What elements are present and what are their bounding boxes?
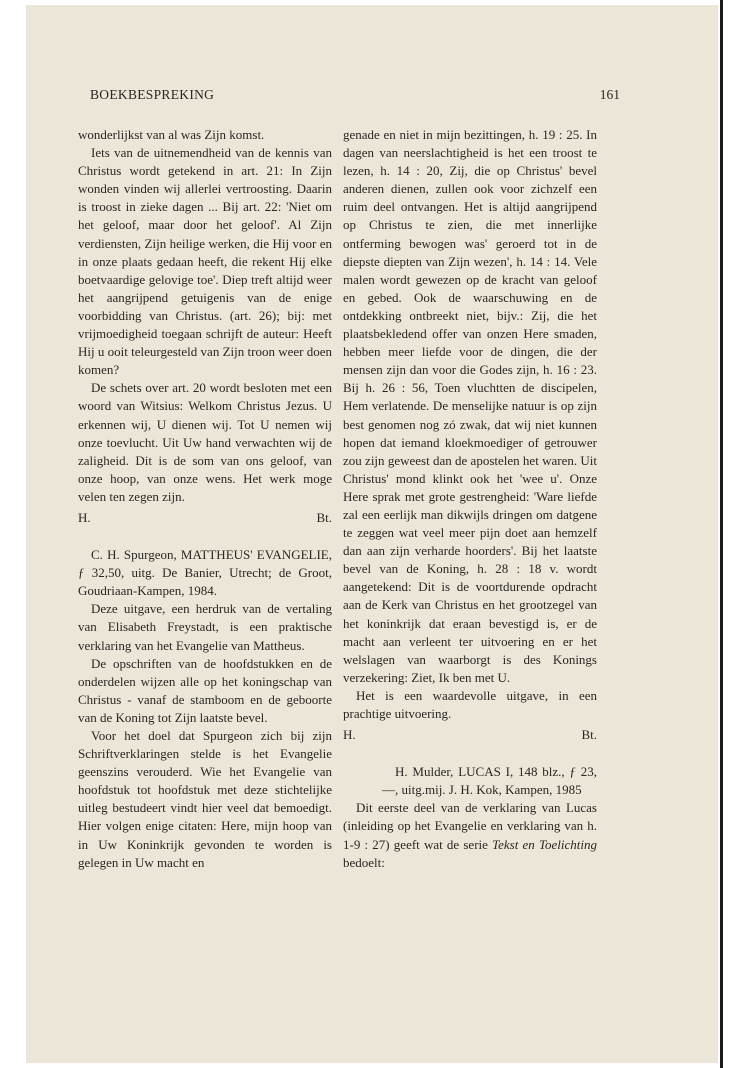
review-heading: H. Mulder, LUCAS I, 148 blz., ƒ 23,—, uitg.mij. J. H. Kok, Kampen, 1985	[382, 764, 597, 798]
left-column	[78, 126, 332, 872]
signature-abbrev: Bt.	[581, 727, 597, 743]
paragraph-text: Dit eerste deel van de verklaring van Lucas (inleiding op het Evangelie en verklaring van h. 1-9 : 27) geeft wat de serie	[343, 800, 597, 852]
paragraph: Het is een waardevolle uitgave, in een prachtige uitvoering.	[343, 687, 597, 721]
signature-initial: H.	[78, 509, 91, 525]
paragraph	[343, 799, 597, 871]
paragraph: genade en niet in mijn bezittingen, h. 19 : 25. In dagen van neerslachtigheid is het een troost te lezen, h. 14 : 20, Zij, die op Christus' bevel anderen dienen, zullen ook voor zichzelf een ruim deel ontvangen. Het is altijd aangrijpend op Christus te zien, die met innerlijke ontferming bewogen was' geroerd tot in de diepste diepten van Zijn wezen', h. 14 : 14. Vele malen wordt gewezen op de kracht van geloof en gebed. Ook de waarschuwing en de ontdekking ontbreekt niet, bijv.: Zij, die het plaatsbekledend offer van onzen Here smaden, hebben meer liefde voor de dingen, die der mensen zijn dan voor die Godes zijn, h. 16 : 23. Bij h. 26 : 56, Toen vluchtten de discipelen, Hem verlatende. De menselijke natuur is op zijn best genomen nog zó zwak, dat wij niet kunnen hopen dat iemand kloekmoediger of getrouwer zou zijn geweest dan de apostelen het waren. Uit Christus' mond klinkt ook het 'wee u'. Onze Here sprak met grote gestrengheid: 'Ware liefde zal een eerlijk man dikwijls dringen om datgene te zeggen wat veel meer pijn doet aan hemzelf dan aan zijn verharde hoorders'. Bij het laatste bevel van de Koning, h. 28 : 18 v. wordt aangetekend: Dit is de voortdurende opdracht aan de Kerk van Christus en het grootzegel van het koninkrijk dat eraan bevestigd is, er de macht aan verleent ter uitvoering en er het welslagen van waarborgt is des Konings verzekering: Ziet, Ik ben met U.	[343, 127, 597, 685]
signature-abbrev: Bt.	[316, 509, 332, 525]
signature-line	[343, 726, 597, 744]
paragraph: De opschriften van de hoofdstukken en de onderdelen wijzen alle op het koningschap van Christus - vanaf de stamboom en de geboorte van de Koning tot Zijn laatste bevel.	[78, 655, 332, 725]
paragraph: wonderlijkst van al was Zijn komst.	[78, 127, 265, 142]
review-heading: C. H. Spurgeon, MATTHEUS' EVANGELIE, ƒ 32,50, uitg. De Banier, Utrecht; de Groot, Goudriaan-Kampen, 1984.	[78, 547, 332, 599]
signature-line	[78, 509, 332, 527]
running-header: BOEKBESPREKING	[90, 87, 215, 102]
paragraph: Deze uitgave, een herdruk van de vertaling van Elisabeth Freystadt, is een praktische verklaring van het Evangelie van Mattheus.	[78, 601, 332, 653]
paragraph-text: bedoelt:	[343, 854, 385, 870]
page-number: 161	[599, 87, 620, 102]
page-edge-shadow	[720, 0, 723, 1068]
series-title: Tekst en Toelichting	[492, 836, 597, 852]
signature-initial: H.	[343, 727, 356, 743]
paragraph: De schets over art. 20 wordt besloten met een woord van Witsius: Welkom Christus Jezus. U erkennen wij, U dienen wij. Tot U nemen wij onze toevlucht. Uit Uw hand verwachten wij de zaligheid. Dit is de som van ons geloof, van onze hoop, van onze wens. Het werk moge velen ten zegen zijn.	[78, 380, 332, 504]
right-column	[343, 126, 597, 872]
paragraph: Voor het doel dat Spurgeon zich bij zijn Schriftverklaringen stelde is het Evangelie geenszins verouderd. Wie het Evangelie van hoofdstuk tot hoofdstuk met deze stichtelijke uitleg bestudeert vindt hier veel dat bemoedigt. Hier volgen enige citaten: Here, mijn hoop van in Uw Koninkrijk gevonden te worden is gelegen in Uw macht en	[78, 728, 332, 870]
paragraph: Iets van de uitnemendheid van de kennis van Christus wordt getekend in art. 21: In Zijn wonden vinden wij allerlei vertroosting. Daarin is troost in zieke dagen ... Bij art. 22: 'Niet om het geloof, maar door het geloof'. Al Zijn verdiensten, Zijn heilige werken, die Hij voor en in onze plaats gedaan heeft, die rekent Hij elke boetvaardige gelovige toe'. Diep treft altijd weer het aangrijpend getuigenis van de enige voorbidding van Christus. (art. 26); bij: met vrijmoedigheid toegaan schrijft de auteur: Heeft Hij u ooit teleurgesteld van Zijn troon weer doen komen?	[78, 145, 332, 378]
